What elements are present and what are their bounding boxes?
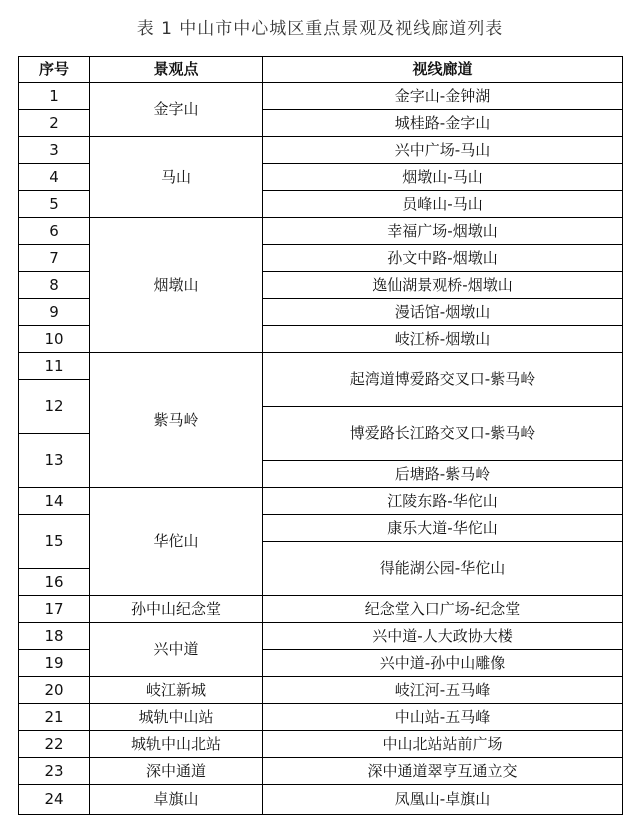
landscape-cell: 岐江新城 xyxy=(145,680,206,699)
corridor-cell: 城桂路-金字山 xyxy=(394,113,491,132)
row-index: 17 xyxy=(44,599,64,618)
corridor-cell: 得能湖公园-华佗山 xyxy=(379,559,506,577)
corridor-cell: 员峰山-马山 xyxy=(402,194,483,213)
landscape-cell: 深中通道 xyxy=(145,761,206,780)
row-index: 11 xyxy=(44,356,64,375)
corridor-cell: 幸福广场-烟墩山 xyxy=(387,221,498,240)
corridor-cell: 凤凰山-卓旗山 xyxy=(394,790,491,808)
row-index: 8 xyxy=(49,275,59,294)
row-index: 22 xyxy=(44,734,64,753)
corridor-cell: 烟墩山-马山 xyxy=(402,167,483,186)
landscape-cell: 孙中山纪念堂 xyxy=(130,599,221,618)
corridor-cell: 纪念堂入口广场-纪念堂 xyxy=(364,599,521,618)
row-index: 24 xyxy=(44,790,64,808)
row-index: 7 xyxy=(49,248,59,267)
corridor-cell: 兴中道-人大政协大楼 xyxy=(372,626,513,645)
header-index: 序号 xyxy=(38,60,69,78)
row-index: 4 xyxy=(49,167,59,186)
row-index: 12 xyxy=(44,397,64,415)
corridor-cell: 兴中道-孙中山雕像 xyxy=(379,653,506,672)
corridor-cell: 岐江河-五马峰 xyxy=(394,680,491,699)
landscape-cell: 卓旗山 xyxy=(153,790,199,808)
row-index: 10 xyxy=(44,329,64,348)
corridor-cell: 岐江桥-烟墩山 xyxy=(394,329,491,348)
row-index: 20 xyxy=(44,680,64,699)
corridor-cell: 康乐大道-华佗山 xyxy=(387,518,498,537)
table-caption: 表 1 中山市中心城区重点景观及视线廊道列表 xyxy=(136,19,504,39)
header-corridor: 视线廊道 xyxy=(412,60,473,78)
corridor-cell: 孙文中路-烟墩山 xyxy=(387,248,498,267)
row-index: 16 xyxy=(44,572,64,591)
corridor-cell: 博爱路长江路交叉口-紫马岭 xyxy=(349,424,536,442)
landscape-cell: 烟墩山 xyxy=(153,275,199,294)
row-index: 21 xyxy=(44,707,64,726)
row-index: 2 xyxy=(49,113,59,132)
corridor-cell: 中山北站站前广场 xyxy=(382,734,503,753)
landscape-cell: 华佗山 xyxy=(153,532,199,550)
corridor-cell: 逸仙湖景观桥-烟墩山 xyxy=(372,275,513,294)
row-index: 14 xyxy=(44,491,64,510)
corridor-cell: 深中通道翠亨互通立交 xyxy=(367,761,518,780)
corridor-cell: 中山站-五马峰 xyxy=(394,707,491,726)
row-index: 9 xyxy=(49,302,59,321)
landscape-cell: 马山 xyxy=(160,167,191,186)
corridor-cell: 起湾道博爱路交叉口-紫马岭 xyxy=(349,370,536,388)
corridor-cell: 江陵东路-华佗山 xyxy=(387,491,498,510)
row-index: 1 xyxy=(49,86,59,105)
landscape-cell: 紫马岭 xyxy=(153,410,199,429)
corridor-cell: 金字山-金钟湖 xyxy=(394,86,491,105)
corridor-cell: 后塘路-紫马岭 xyxy=(394,464,491,483)
landscape-cell: 金字山 xyxy=(153,100,199,118)
row-index: 6 xyxy=(49,221,59,240)
header-landscape: 景观点 xyxy=(153,60,199,78)
landscape-cell: 城轨中山站 xyxy=(138,707,214,726)
corridor-cell: 兴中广场-马山 xyxy=(394,140,491,159)
landscape-cell: 城轨中山北站 xyxy=(130,734,221,753)
row-index: 18 xyxy=(44,626,64,645)
row-index: 3 xyxy=(49,140,59,159)
row-index: 19 xyxy=(44,653,64,672)
row-index: 23 xyxy=(44,761,64,780)
row-index: 5 xyxy=(49,194,59,213)
landscape-cell: 兴中道 xyxy=(153,640,199,658)
corridor-cell: 漫话馆-烟墩山 xyxy=(394,302,491,321)
row-index: 13 xyxy=(44,451,64,469)
row-index: 15 xyxy=(44,532,64,550)
